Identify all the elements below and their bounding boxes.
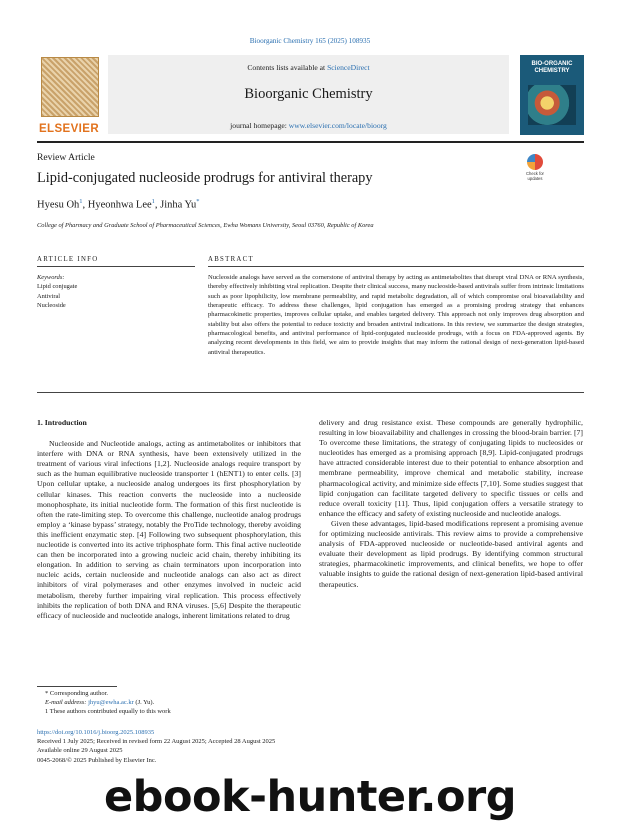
online-line: Available online 29 August 2025 <box>37 747 123 755</box>
homepage-line: journal homepage: www.elsevier.com/locate/bioorg <box>230 121 387 130</box>
contents-line: Contents lists available at ScienceDirect <box>247 63 370 72</box>
elsevier-wordmark: ELSEVIER <box>38 123 100 135</box>
article-info-heading: ARTICLE INFO <box>37 256 99 263</box>
author-name[interactable]: Hyeonhwa Lee <box>87 199 152 211</box>
article-title: Lipid-conjugated nucleoside prodrugs for antiviral therapy <box>37 170 373 186</box>
article-type: Review Article <box>37 152 95 163</box>
watermark: ebook-hunter.org <box>104 772 516 822</box>
corresponding-author-note: * Corresponding author. <box>45 690 109 697</box>
elsevier-logo <box>37 55 101 135</box>
affiliation: College of Pharmacy and Graduate School of Pharmaceutical Sciences, Ewha Womans University, Seoul 03760, Republic of Korea <box>37 222 374 229</box>
keywords-label: Keywords: <box>37 274 65 281</box>
article-info-rule <box>37 266 195 267</box>
abstract-bottom-rule <box>37 392 584 393</box>
abstract-heading: ABSTRACT <box>208 256 254 263</box>
check-for-updates-badge[interactable] <box>520 154 550 184</box>
cover-artwork <box>528 85 576 125</box>
homepage-link[interactable]: www.elsevier.com/locate/bioorg <box>288 121 387 130</box>
author-name[interactable]: Jinha Yu <box>160 199 197 211</box>
keyword: Nucleoside <box>37 301 66 309</box>
footnote-rule <box>37 686 117 687</box>
body-paragraph: Given these advantages, lipid-based modifications represent a promising avenue for optimizing nucleoside antivirals. This review aims to provide a comprehensive analysis of FDA-approved nucleoside or nucleotide-based antiviral agents and evaluate their development as lipid prodrugs. By identifying common structural strategies, pharmacokinetic improvements, and clinical benefits, we hope to offer valuable insights to guide the rational design of next-generation lipid-based antiviral therapeutics. <box>319 518 583 589</box>
footnotes <box>37 689 171 717</box>
keyword: Antiviral <box>37 292 61 300</box>
check-updates-icon <box>527 154 543 170</box>
sciencedirect-link[interactable]: ScienceDirect <box>327 63 370 72</box>
publication-info <box>37 728 275 765</box>
history-line: Received 1 July 2025; Received in revised form 22 August 2025; Accepted 28 August 2025 <box>37 738 276 746</box>
author-list: Hyesu Oh$^1$, Hyeonhwa Lee$^1$, Jinha Yu* <box>37 198 200 211</box>
abstract-rule <box>208 266 584 267</box>
journal-citation[interactable]: Bioorganic Chemistry 165 (2025) 108935 <box>249 37 371 45</box>
keyword: Lipid conjugate <box>37 283 78 291</box>
header-rule <box>37 141 584 143</box>
journal-name: Bioorganic Chemistry <box>244 86 373 102</box>
email-link[interactable]: jhyu@ewha.ac.kr <box>88 699 134 707</box>
keywords-block <box>37 273 77 310</box>
email-note: E-mail address: jhyu@ewha.ac.kr (J. Yu). <box>45 699 155 707</box>
doi-link[interactable]: https://doi.org/10.1016/j.bioorg.2025.108935 <box>37 729 155 736</box>
body-left-column <box>37 418 301 621</box>
journal-cover-image <box>520 55 584 135</box>
body-paragraph: delivery and drug resistance exist. These compounds are generally hydrophilic, resulting in low bioavailability and challenges in crossing the blood-brain barrier. [7] To overcome these limitations, the strategy of conjugating lipids to nucleosides or nucleotides has emerged as a promising approach [8,9]. Lipid-conjugated prodrugs have attracted considerable interest due to their potential to enhance absorption and membrane permeability, improve chemical and metabolic stability, increase pharmacological activity, and minimize side effects [7,10]. Some studies suggest that lipid conjugation can facilitate targeted delivery to specific tissues or cells and reduce overall toxicity [11]. Thus, lipid conjugation offers a versatile strategy to enhance the efficacy and safety of existing nucleoside and nucleotide analogs. <box>319 418 583 518</box>
author-mark[interactable]: 1 <box>79 198 83 205</box>
body-right-column <box>319 418 583 590</box>
cover-title: BIO-ORGANIC CHEMISTRY <box>531 61 573 74</box>
author-mark[interactable]: * <box>196 198 200 205</box>
elsevier-tree-emblem <box>41 57 99 117</box>
abstract-text: Nucleoside analogs have served as the cornerstone of antiviral therapy by acting as antimetabolites that disrupt viral DNA or RNA synthesis, thereby effectively inhibiting viral replication. Despite their clinical success, many nucleoside-based antivirals suffer from intrinsic limitations such as poor lipophilicity, low membrane permeability, and rapid metabolic degradation, all of which compromise oral bioavailability and therapeutic efficacy. To address these challenges, lipid conjugation has emerged as a promising prodrug strategy that enhances pharmacokinetic properties, improves cellular uptake, and enables targeted delivery. This approach not only improves drug absorption and stability but also offers the potential to reduce toxicity and broaden antiviral indications. In this review, we summarize the design strategies, pharmacological benefits, and antiviral performance of lipid-conjugated nucleoside prodrugs, with a focus on FDA-approved agents. By analyzing recent developments in this field, we aim to provide insights that may inform the rational design of next-generation lipid-based antiviral therapeutics. <box>208 274 584 356</box>
equal-contribution-note: 1 These authors contributed equally to this work <box>45 708 171 716</box>
author-name[interactable]: Hyesu Oh <box>37 199 80 211</box>
author-mark[interactable]: 1 <box>151 198 155 205</box>
body-paragraph: Nucleoside and Nucleotide analogs, acting as antimetabolites or inhibitors that interfere with DNA or RNA synthesis, have been extensively utilized in the treatment of various viral infections [1,2]. Nucleoside analogs require transport by such as the human equilibrative nucleoside transporter 1 (hENT1) to enter cells. [3] Upon cellular uptake, a nucleoside analog undergoes its first phosphorylation by cellular kinases. This reaction converts the nucleoside into a nucleoside monophosphate, its initial nucleotide form. The formation of this first nucleotide is often the rate-limiting step. To overcome this challenge, nucleotide analog prodrugs employ a ‘kinase bypass’ strategy, notably the ProTide technology, thereby avoiding this inefficient enzymatic step. [4] Following two subsequent phosphorylation, this nucleotide is converted into its active triphosphate form. This final active nucleotide can then be incorporated into a growing nucleic acid chain, thereby inhibiting its elongation. In addition to serving as chain terminators upon incorporation into nucleic acids, certain nucleoside and nucleotide analogs can also act as direct inhibitors of viral polymerases and other enzymes involved in nucleic acid metabolism, thereby further impairing viral replication. This process effectively inhibits the replication of both DNA and RNA viruses. [5,6] Despite the therapeutic efficacy of nucleoside and nucleotide analogs, inherent limitations related to drug <box>37 439 301 620</box>
section-heading: 1. Introduction <box>37 418 87 427</box>
check-updates-label: Check for updates <box>526 171 544 181</box>
copyright-line: 0045-2068/© 2025 Published by Elsevier Inc. <box>37 756 157 764</box>
